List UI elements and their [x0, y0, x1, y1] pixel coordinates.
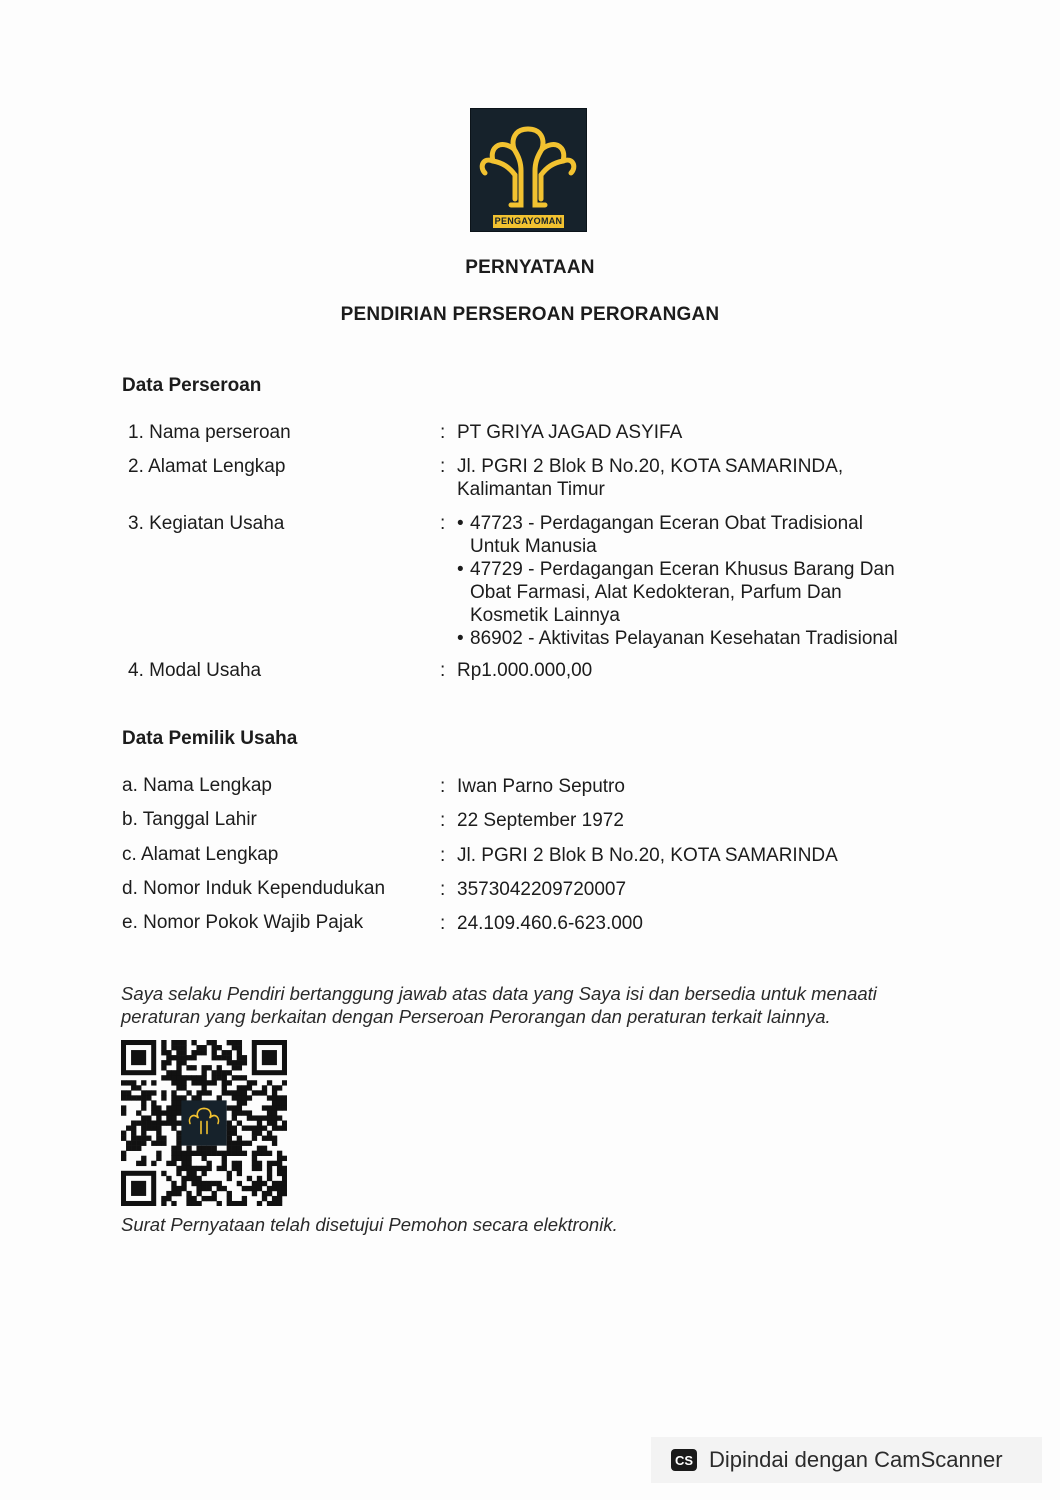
- company-name-value: PT GRIYA JAGAD ASYIFA: [457, 422, 683, 443]
- colon: :: [440, 845, 446, 866]
- birth-date-value: 22 September 1972: [457, 810, 624, 831]
- list-item: [457, 558, 927, 627]
- owner-section-heading: Data Pemilik Usaha: [122, 728, 298, 749]
- activity-line: • 47729 - Perdagangan Eceran Khusus Barang Dan: [470, 559, 895, 580]
- owner-name-label: a. Nama Lengkap: [122, 775, 272, 796]
- npwp-label: e. Nomor Pokok Wajib Pajak: [122, 912, 364, 933]
- colon: :: [440, 776, 446, 797]
- activity-line: • 86902 - Aktivitas Pelayanan Kesehatan Tradisional: [470, 628, 898, 649]
- company-section-heading: Data Perseroan: [122, 375, 262, 396]
- owner-name-value: Iwan Parno Seputro: [457, 776, 625, 797]
- colon: :: [440, 422, 446, 443]
- owner-address-label: c. Alamat Lengkap: [122, 844, 279, 865]
- colon: :: [440, 456, 446, 477]
- list-item: [457, 512, 927, 558]
- owner-address-value: Jl. PGRI 2 Blok B No.20, KOTA SAMARINDA: [457, 845, 838, 866]
- company-address-value: [457, 455, 843, 501]
- statement-line: peraturan yang berkaitan dengan Perseroan Perorangan dan peraturan terkait lainnya.: [121, 1006, 831, 1027]
- company-address-line2: Kalimantan Timur: [457, 479, 605, 500]
- birth-date-label: b. Tanggal Lahir: [122, 809, 257, 830]
- colon: :: [440, 913, 446, 934]
- colon: :: [440, 660, 446, 681]
- camscanner-icon: CS: [671, 1449, 697, 1471]
- company-address-label: 2. Alamat Lengkap: [128, 456, 286, 477]
- logo-label: PENGAYOMAN: [494, 216, 563, 226]
- activity-line: Obat Farmasi, Alat Kedokteran, Parfum Dan: [470, 582, 842, 603]
- nik-label: d. Nomor Induk Kependudukan: [122, 878, 386, 899]
- list-item: [457, 627, 927, 650]
- nik-value: 3573042209720007: [457, 879, 627, 900]
- statement-line: Saya selaku Pendiri bertanggung jawab atas data yang Saya isi dan bersedia untuk menaati: [121, 983, 877, 1004]
- business-activity-label: 3. Kegiatan Usaha: [128, 513, 285, 534]
- qr-code: [121, 1040, 287, 1206]
- capital-label: 4. Modal Usaha: [128, 660, 262, 681]
- company-address-line1: Jl. PGRI 2 Blok B No.20, KOTA SAMARINDA,: [457, 456, 844, 477]
- company-name-label: 1. Nama perseroan: [128, 422, 291, 443]
- responsibility-statement: [121, 982, 941, 1028]
- npwp-value: 24.109.460.6-623.000: [457, 913, 643, 934]
- colon: :: [440, 879, 446, 900]
- document-subtitle: PENDIRIAN PERSEROAN PERORANGAN: [340, 304, 720, 325]
- activity-line: • 47723 - Perdagangan Eceran Obat Tradisional: [470, 513, 863, 534]
- activity-line: Kosmetik Lainnya: [470, 605, 620, 626]
- colon: :: [440, 810, 446, 831]
- colon: :: [440, 513, 446, 534]
- camscanner-text: Dipindai dengan CamScanner: [709, 1447, 1003, 1472]
- business-activity-list: [457, 512, 927, 650]
- pengayoman-logo: [470, 108, 587, 232]
- camscanner-watermark: [651, 1437, 1042, 1483]
- document-title: PERNYATAAN: [465, 257, 595, 278]
- activity-line: Untuk Manusia: [470, 536, 597, 557]
- qr-caption: Surat Pernyataan telah disetujui Pemohon secara elektronik.: [121, 1214, 618, 1235]
- capital-value: Rp1.000.000,00: [457, 660, 593, 681]
